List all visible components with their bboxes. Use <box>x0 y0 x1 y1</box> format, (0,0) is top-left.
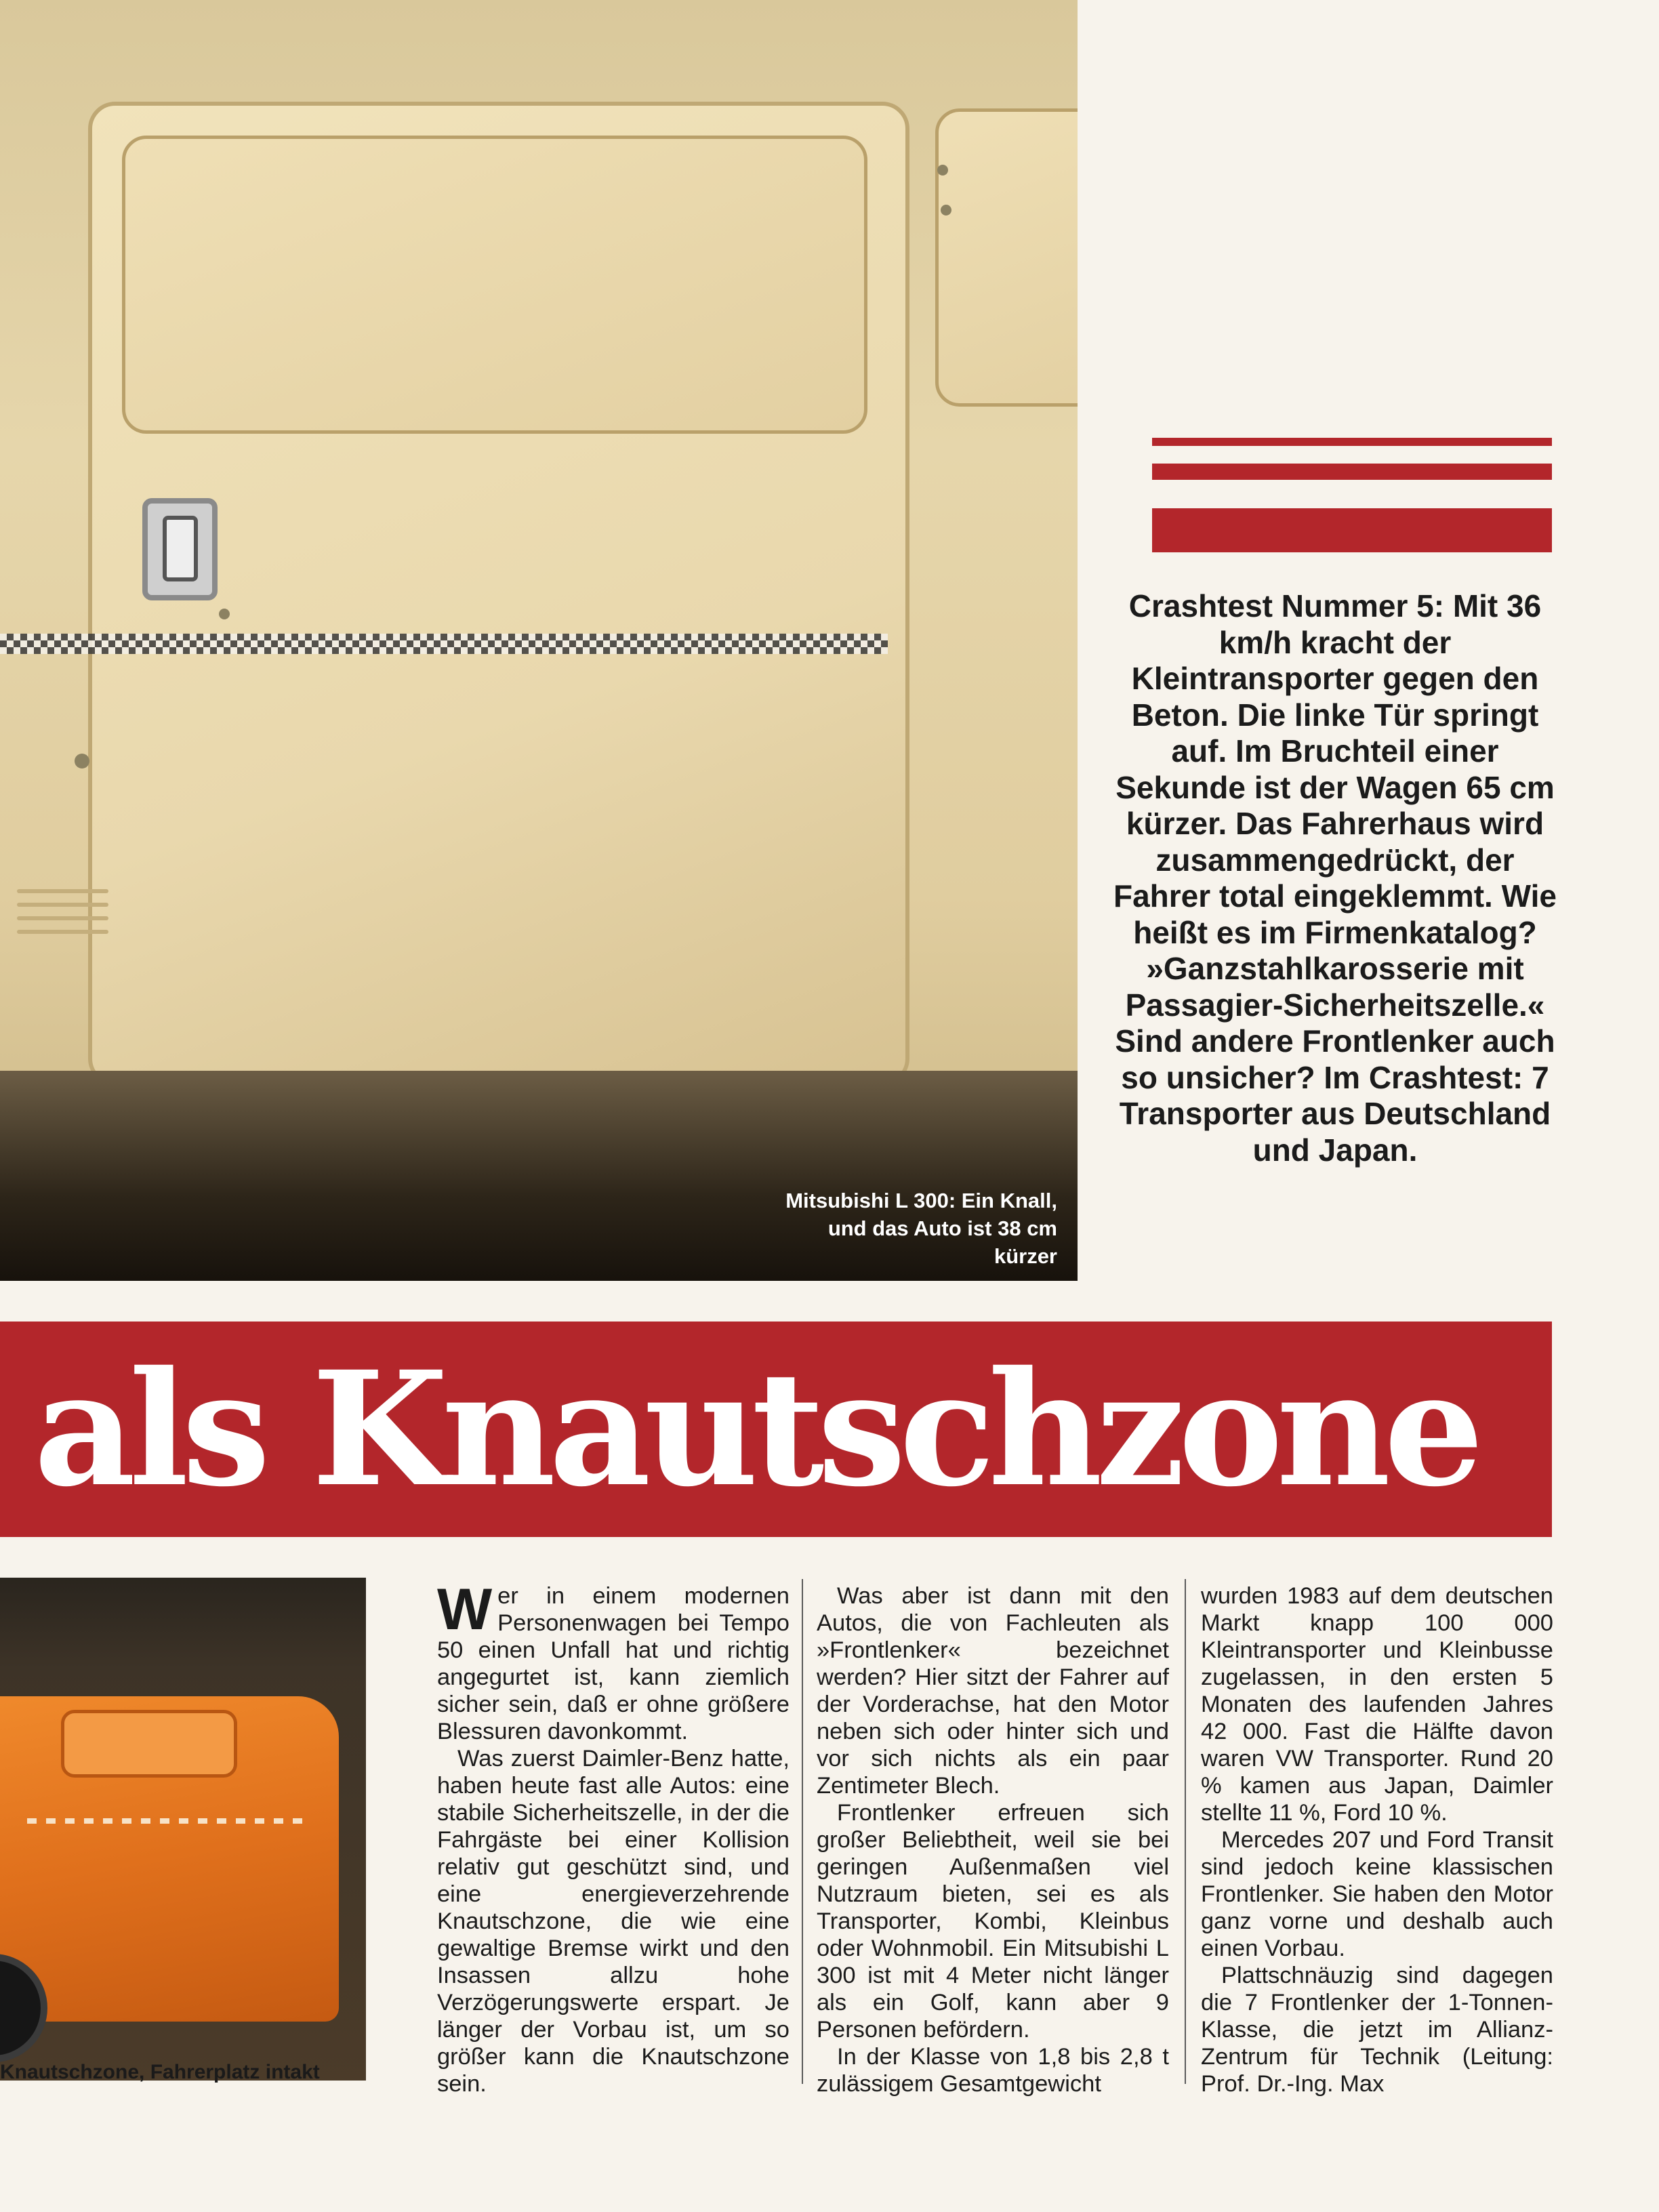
orange-van-window <box>61 1710 237 1778</box>
text-column-1 <box>437 1577 790 2097</box>
paragraph: wurden 1983 auf dem deutschen Markt knapp 100 000 Kleintransporter und Kleinbusse zugelassen, in den ersten 5 Monaten des laufenden Jahres 42 000. Fast die Hälfte davon waren VW Transporter. Rund 20 % kamen aus Japan, Daimler stellte 11 %, Ford 10 %. <box>1201 1583 1553 1826</box>
van-side-window <box>122 136 867 434</box>
paragraph: Mercedes 207 und Ford Transit sind jedoch keine klassischen Frontlenker. Sie haben den Motor ganz vorne und deshalb auch einen Vorbau. <box>1201 1827 1553 1961</box>
paragraph: In der Klasse von 1,8 bis 2,8 t zulässigem Gesamtgewicht <box>817 2044 1169 2097</box>
paragraph: Plattschnäuzig sind dagegen die 7 Frontlenker der 1-Tonnen-Klasse, die jetzt im Allianz-Zentrum für Technik (Leitung: Prof. Dr.-Ing. Max <box>1201 1963 1553 2097</box>
orange-van-stripe <box>27 1818 312 1824</box>
vent-slot <box>17 930 108 934</box>
photo-van-crashtest <box>0 0 1078 1281</box>
rivet <box>941 205 951 216</box>
decorative-stripe <box>1152 438 1552 446</box>
orange-van-wheel <box>0 1954 47 2062</box>
intro-text: Crashtest Nummer 5: Mit 36 km/h kracht der Kleintransporter gegen den Beton. Die linke Tür springt auf. Im Bruchteil einer Sekunde ist der Wagen 65 cm kürzer. Das Fahrerhaus wird zusammengedrückt, der Fahrer total eingeklemmt. Wie heißt es im Firmenkatalog? »Ganzstahlkarosserie mit Passagier-Sicherheitszelle.« Sind andere Frontlenker auch so unsicher? Im Crashtest: 7 Transporter aus Deutschland und Japan. <box>1113 588 1557 1168</box>
paragraph: Frontlenker erfreuen sich großer Beliebtheit, weil sie bei geringen Außenmaßen viel Nutzraum bieten, sei es als Transporter, Kombi, Kleinbus oder Wohnmobil. Ein Mitsubishi L 300 ist mit 4 Meter nicht länger als ein Golf, kann aber 9 Personen befördern. <box>817 1800 1169 2043</box>
photo-orange-van <box>0 1578 366 2081</box>
paragraph: Wer in einem modernen Personenwagen bei Tempo 50 einen Unfall hat und richtig angegurtet ist, kann ziemlich sicher sein, daß er ohne größere Blessuren davonkommt. <box>437 1577 790 1744</box>
paragraph: Was aber ist dann mit den Autos, die von Fachleuten als »Frontlenker« bezeichnet werden? Hier sitzt der Fahrer auf der Vorderachse, hat den Motor neben sich oder hinter sich und vor sich nichts als ein paar Zentimeter Blech. <box>817 1583 1169 1799</box>
headline-bar <box>0 1322 1552 1537</box>
rivet <box>219 609 230 619</box>
rivet <box>937 165 948 176</box>
checker-stripe <box>0 634 888 654</box>
fuel-cap <box>75 754 89 769</box>
orange-van-body <box>0 1696 339 2022</box>
vent-slot <box>17 903 108 907</box>
photo-caption: Mitsubishi L 300: Ein Knall, und das Auto ist 38 cm kürzer <box>785 1189 1057 1268</box>
paragraph: Was zuerst Daimler-Benz hatte, haben heute fast alle Autos: eine stabile Sicherheitszelle, in der die Fahrgäste bei einer Kollision relativ gut geschützt sind, und eine energieverzehrende Knautschzone, die wie eine gewaltige Bremse wirkt und den Insassen allzu hohe Verzögerungswerte erspart. Je länger der Vorbau ist, um so größer kann die Knautschzone sein. <box>437 1746 790 2097</box>
photo-caption-bottom: Knautschzone, Fahrerplatz intakt <box>0 2061 320 2083</box>
text-column-2 <box>817 1582 1169 2097</box>
decorative-stripe <box>1152 464 1552 480</box>
van-rear-window <box>935 108 1078 407</box>
column-divider <box>802 1579 803 2084</box>
headline: als Knautschzone <box>34 1336 1477 1521</box>
text-column-3 <box>1201 1582 1553 2097</box>
decorative-stripe <box>1152 508 1552 552</box>
vent-slot <box>17 916 108 920</box>
door-handle <box>142 498 218 600</box>
column-divider <box>1185 1579 1186 2084</box>
vent-slot <box>17 889 108 893</box>
